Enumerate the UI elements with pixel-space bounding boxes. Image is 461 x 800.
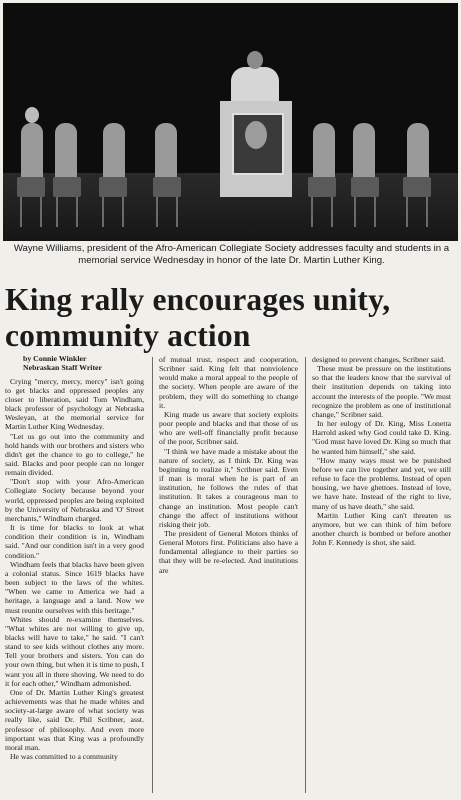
- byline: [23, 354, 144, 373]
- chair: [308, 177, 336, 197]
- paragraph: Whites should re-examine themselves. "What whites are not willing to give up, blacks will have to take," he said. "I can't stand to see kids without clothes any more. Tell your brothers and sisters. You can do your own thing, but when it is time to push, I want you all in there shoving. We need to do it for each other," Windham admonished.: [5, 614, 144, 688]
- photo-caption: Wayne Williams, president of the Afro-American Collegiate Society addresses faculty and students in a memorial service Wednesday in honor of the late Dr. Martin Luther King.: [13, 243, 450, 266]
- memorial-photo: [3, 3, 458, 241]
- paragraph: The president of General Motors thinks of General Motors first. Politicians also have a fundamental allegiance to their parties so that they will be re-elected. And institutions are: [159, 528, 298, 575]
- chair: [99, 177, 127, 197]
- byline-author: by Connie Winkler: [23, 354, 87, 363]
- seated-figure: [103, 123, 125, 179]
- seated-figure: [155, 123, 177, 179]
- paragraph: He was committed to a community: [10, 752, 118, 761]
- paragraph: It is time for blacks to look at what condition their condition is in, Windham said. "And our condition isn't in a very good condition.": [5, 523, 144, 560]
- paragraph: "How many ways must we be punished before we can live together and yet, we still refuse to face the problems. Instead of open housing, we have ghettoes. Instead of love, we have hate. Instead of the right to live, many of us have death," she said.: [312, 455, 451, 511]
- chair: [17, 177, 45, 197]
- speaker-figure: [231, 67, 279, 105]
- chair: [153, 177, 181, 197]
- paragraph: Martin Luther King can't threaten us anymore, but we can think of him before another church is bombed or before another John F. Kennedy is shot, she said.: [312, 510, 451, 548]
- seated-figure: [353, 123, 375, 179]
- paragraph: designed to prevent changes, Scribner said.: [312, 355, 445, 364]
- chair: [351, 177, 379, 197]
- paragraph: of mutual trust, respect and cooperation, Scribner said. King felt that nonviolence would make a moral appeal to the people of the society. When people are aware of the problem, they will do something to change it.: [159, 355, 298, 410]
- paragraph: "Let us go out into the community and hold hands with our brothers and sisters who didn't get the chance to go to college," he said. Blacks and poor people can no longer remain divided.: [5, 431, 144, 478]
- article-column-3: [312, 355, 451, 547]
- paragraph: One of Dr. Martin Luther King's greatest achievements was that he made whites and society-at-large aware of what society was really like, said Dr. Phil Scribner, asst. professor of philosophy. And even more important was that King was a profoundly moral man.: [5, 687, 144, 752]
- paragraph: Windham feels that blacks have been given a colonial status. Since 1619 blacks have been subject to the laws of the whites. "When we came to America we had a heritage, a language and a land. Now we must reunite ourselves with this heritage.": [5, 559, 144, 615]
- article-column-1: [5, 354, 144, 761]
- seated-figure-head: [25, 107, 39, 123]
- chair: [403, 177, 431, 197]
- paragraph: Crying "mercy, mercy, mercy" isn't going to get blacks and oppressed peoples any closer to liberation, said Tom Windham, black professor of psychology at Nebraska Wesleyan, at the memorial service for Martin Luther King Wednesday.: [5, 376, 144, 432]
- paragraph: In her eulogy of Dr. King, Miss Lonetta Harrold asked why God could take D. King. "God must have loved Dr. King so much that he wanted him himself," she said.: [312, 419, 451, 456]
- paragraph: These must be pressure on the institutions so that the leaders know that the survival of their institution depends on taking into account the interests of the people. "We must recognize the problem as one of institutional change," Scribner said.: [312, 364, 451, 419]
- column-divider: [305, 357, 306, 793]
- portrait-face: [245, 121, 267, 149]
- article-column-2: [159, 355, 298, 575]
- seated-figure: [55, 123, 77, 179]
- byline-role: Nebraskan Staff Writer: [23, 363, 102, 373]
- seated-figure: [21, 123, 43, 179]
- paragraph: "Don't stop with your Afro-American Collegiate Society because beyond your world, oppressed peoples are being exploited by the University of Nebraska and 'O' Street merchants," Windham charged.: [5, 477, 144, 523]
- paragraph: "I think we have made a mistake about the nature of society, as I think Dr. King was beginning to realize it," Scribner said. Even if man is moral when he is part of an institution, he follows the rules of that institution. It takes a courageous man to change an institution. Most people can't change the affect of institutions without risking their job.: [159, 446, 298, 529]
- column-divider: [152, 357, 153, 793]
- paragraph: King made us aware that society exploits poor people and blacks and that those of us who are well-off financially profit because of the poor, Scribner said.: [159, 409, 298, 447]
- seated-figure: [313, 123, 335, 179]
- headline: King rally encourages unity, community action: [5, 282, 391, 353]
- speaker-head: [247, 51, 263, 69]
- seated-figure: [407, 123, 429, 179]
- chair: [53, 177, 81, 197]
